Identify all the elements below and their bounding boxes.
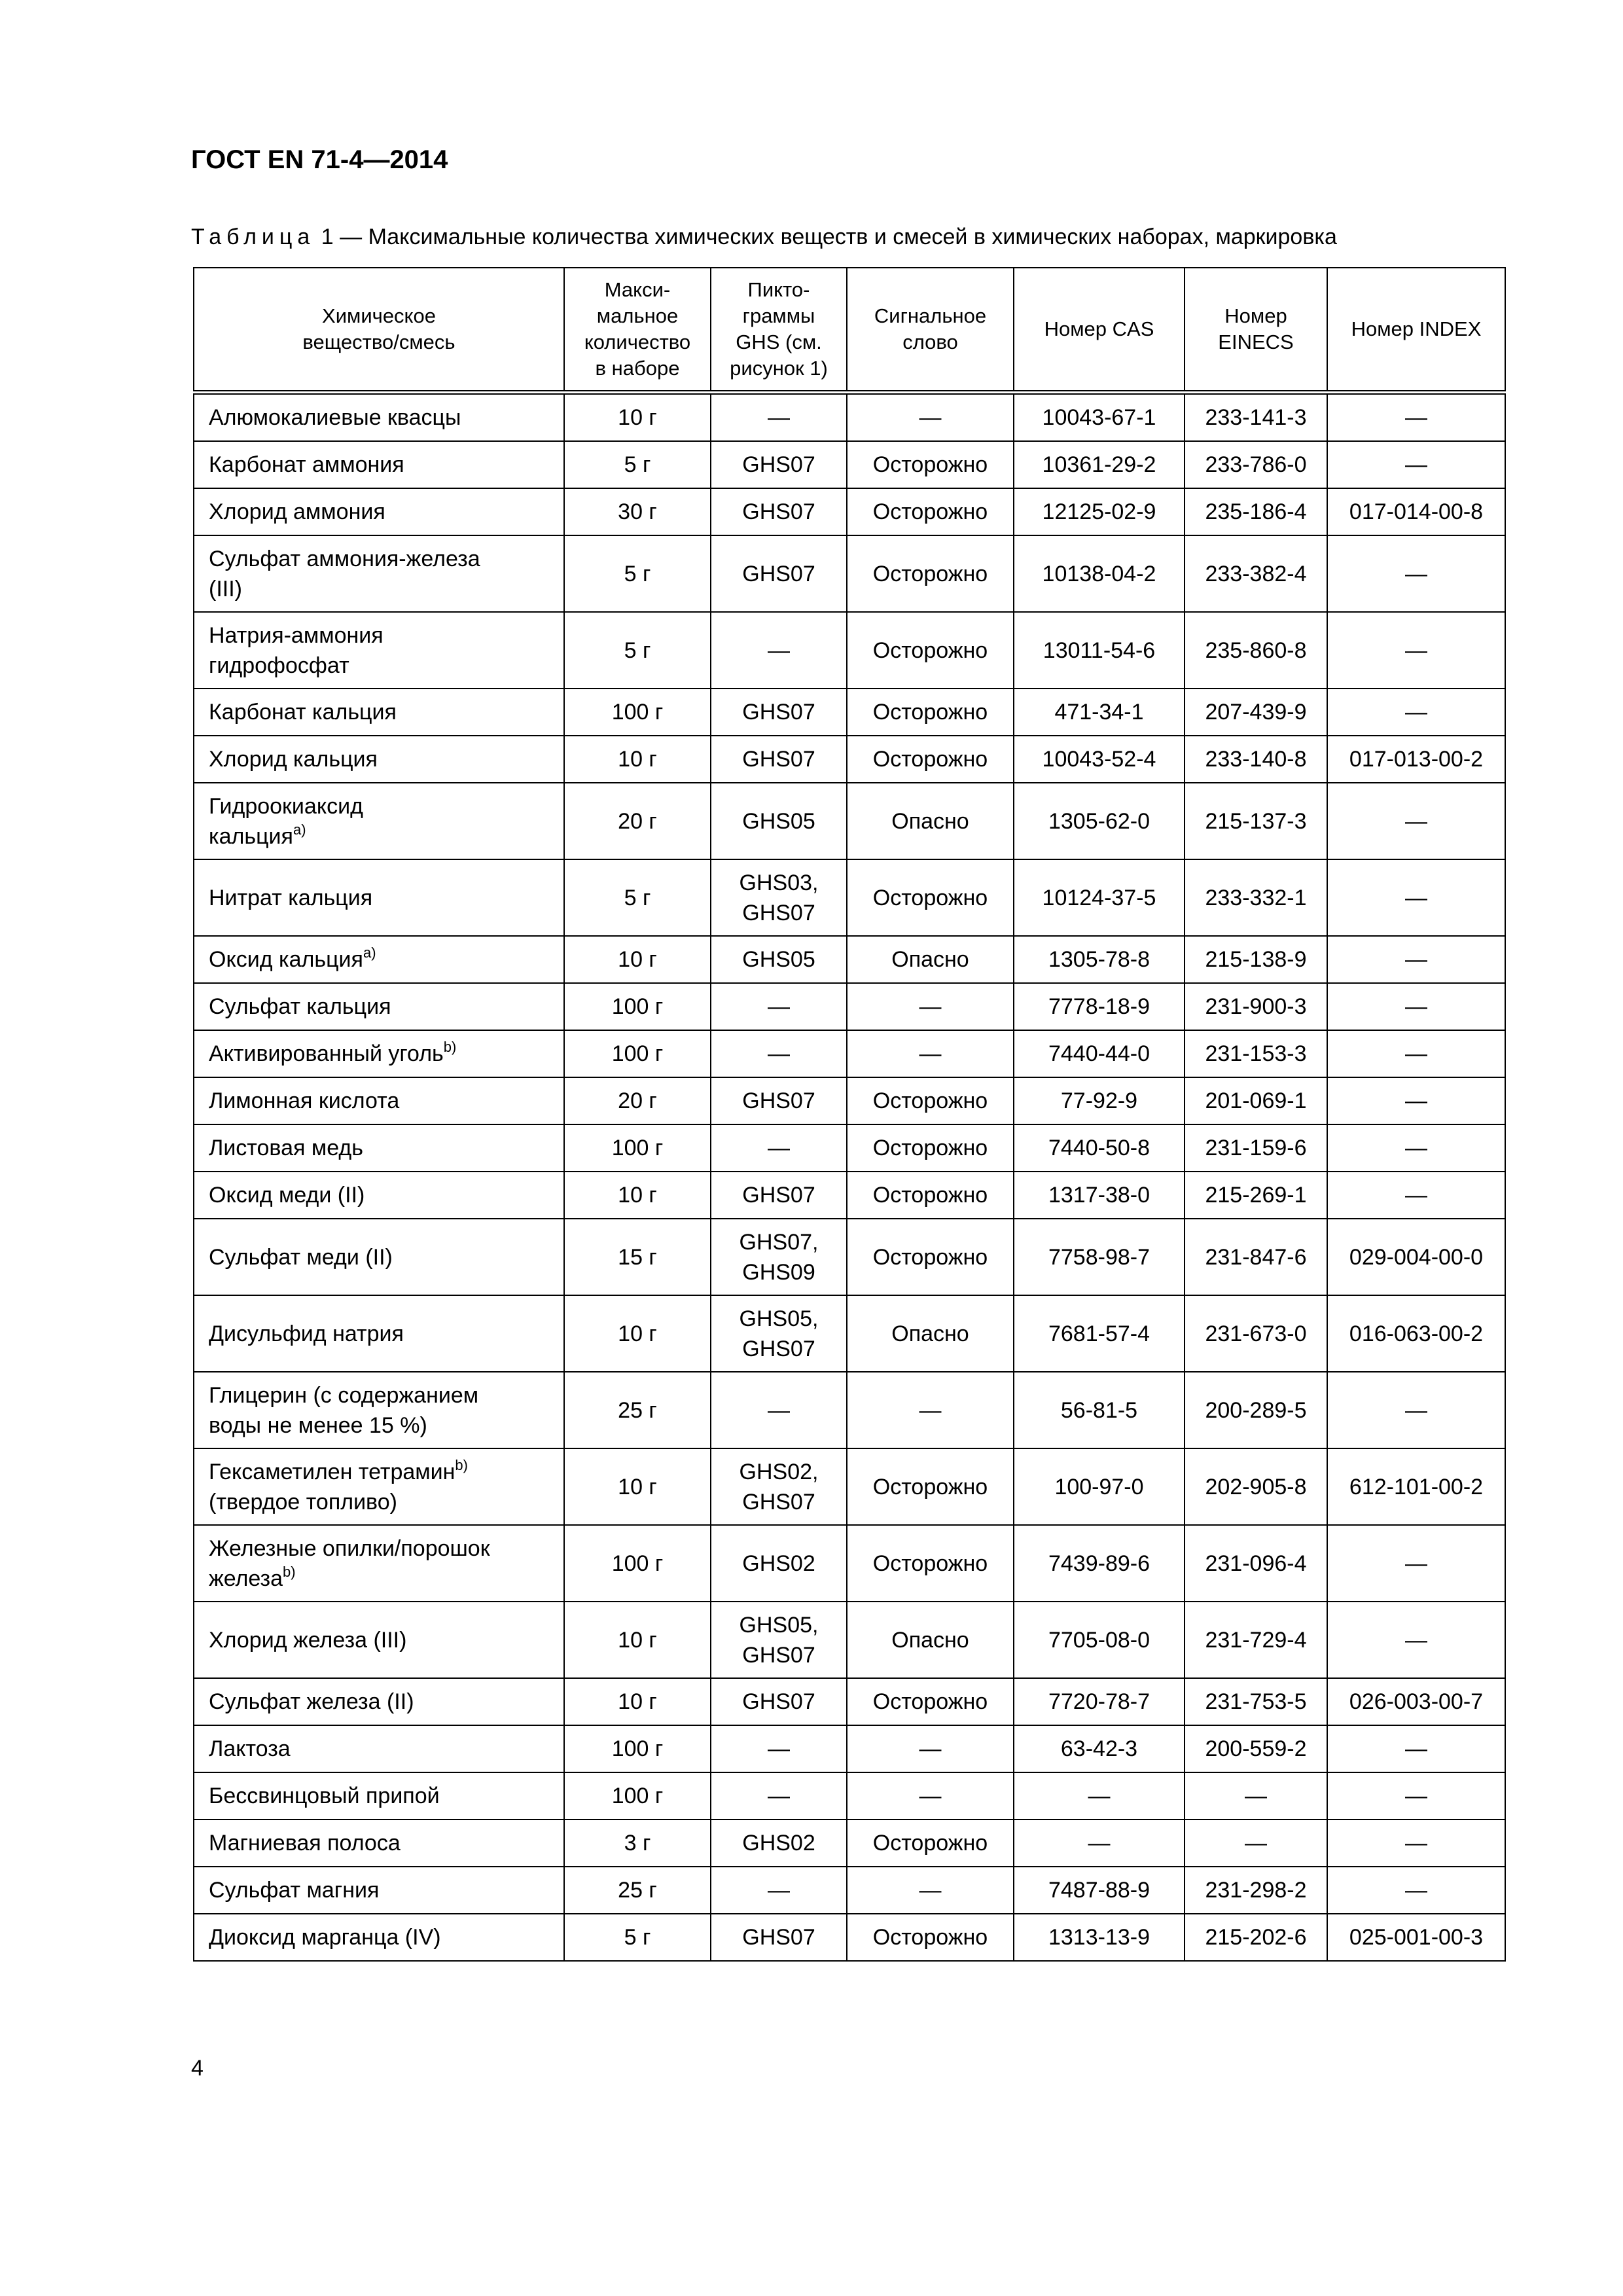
cell-index: — xyxy=(1327,1602,1505,1678)
header-substance: Химическое вещество/смесь xyxy=(194,268,564,393)
cell-quantity: 3 г xyxy=(564,1820,711,1867)
cell-signal-word: Осторожно xyxy=(847,859,1014,936)
cell-signal-word: — xyxy=(847,393,1014,442)
footnote-mark: a) xyxy=(363,944,376,961)
cell-index: 026-003-00-7 xyxy=(1327,1678,1505,1725)
cell-pictogram: GHS07 xyxy=(711,535,847,612)
cell-signal-word: — xyxy=(847,1725,1014,1772)
header-einecs: Номер EINECS xyxy=(1185,268,1327,393)
cell-pictogram: GHS07 xyxy=(711,488,847,535)
cell-einecs: 231-298-2 xyxy=(1185,1867,1327,1914)
cell-index: — xyxy=(1327,612,1505,689)
header-pictograms: Пикто- граммы GHS (см. рисунок 1) xyxy=(711,268,847,393)
header-max-quantity: Макси- мальное количество в наборе xyxy=(564,268,711,393)
cell-pictogram: GHS02 xyxy=(711,1525,847,1602)
cell-signal-word: Осторожно xyxy=(847,441,1014,488)
cell-cas: 7487-88-9 xyxy=(1014,1867,1185,1914)
table-row xyxy=(194,1820,1505,1867)
cell-signal-word: — xyxy=(847,1372,1014,1448)
table-row xyxy=(194,689,1505,736)
cell-einecs: 231-096-4 xyxy=(1185,1525,1327,1602)
cell-index: 029-004-00-0 xyxy=(1327,1219,1505,1295)
table-row xyxy=(194,1124,1505,1172)
cell-signal-word: Осторожно xyxy=(847,1219,1014,1295)
cell-einecs: 231-153-3 xyxy=(1185,1030,1327,1077)
cell-cas: 13011-54-6 xyxy=(1014,612,1185,689)
cell-cas: 7439-89-6 xyxy=(1014,1525,1185,1602)
cell-signal-word: Осторожно xyxy=(847,1448,1014,1525)
cell-cas: 7440-50-8 xyxy=(1014,1124,1185,1172)
cell-index: 025-001-00-3 xyxy=(1327,1914,1505,1961)
cell-pictogram: — xyxy=(711,612,847,689)
cell-signal-word: Осторожно xyxy=(847,1172,1014,1219)
table-row xyxy=(194,393,1505,442)
table-caption-label: Таблица xyxy=(191,224,315,249)
footnote-mark: b) xyxy=(283,1563,296,1580)
document-title: ГОСТ EN 71-4—2014 xyxy=(191,145,448,174)
cell-pictogram: GHS07 xyxy=(711,1914,847,1961)
cell-signal-word: Осторожно xyxy=(847,1525,1014,1602)
cell-cas: 10043-67-1 xyxy=(1014,393,1185,442)
cell-pictogram: — xyxy=(711,1030,847,1077)
cell-signal-word: Опасно xyxy=(847,783,1014,859)
cell-signal-word: Опасно xyxy=(847,936,1014,983)
cell-substance: Гексаметилен тетрамин$^{b)}$ (твердое топливо) xyxy=(194,1448,564,1525)
cell-cas: 77-92-9 xyxy=(1014,1077,1185,1124)
cell-index: — xyxy=(1327,393,1505,442)
cell-signal-word: Опасно xyxy=(847,1295,1014,1372)
cell-signal-word: Осторожно xyxy=(847,488,1014,535)
cell-substance: Алюмокалиевые квасцы xyxy=(194,393,564,442)
cell-index: — xyxy=(1327,1372,1505,1448)
table-row xyxy=(194,1867,1505,1914)
cell-quantity: 25 г xyxy=(564,1867,711,1914)
cell-pictogram: GHS07 xyxy=(711,689,847,736)
cell-einecs: — xyxy=(1185,1820,1327,1867)
cell-index: 016-063-00-2 xyxy=(1327,1295,1505,1372)
cell-quantity: 100 г xyxy=(564,1030,711,1077)
cell-pictogram: GHS02, GHS07 xyxy=(711,1448,847,1525)
cell-quantity: 5 г xyxy=(564,859,711,936)
cell-index: — xyxy=(1327,1172,1505,1219)
cell-substance: Сульфат железа (II) xyxy=(194,1678,564,1725)
table-row xyxy=(194,983,1505,1030)
cell-cas: 7720-78-7 xyxy=(1014,1678,1185,1725)
cell-pictogram: GHS05, GHS07 xyxy=(711,1295,847,1372)
cell-substance: Сульфат кальция xyxy=(194,983,564,1030)
cell-substance: Лимонная кислота xyxy=(194,1077,564,1124)
table-caption-text: — Максимальные количества химических веществ и смесей в химических наборах, маркировка xyxy=(340,224,1337,249)
cell-quantity: 5 г xyxy=(564,535,711,612)
table-row xyxy=(194,1602,1505,1678)
cell-index: — xyxy=(1327,1820,1505,1867)
cell-cas: 7440-44-0 xyxy=(1014,1030,1185,1077)
cell-quantity: 10 г xyxy=(564,1448,711,1525)
cell-substance: Гидроокиаксид кальция$^{a)}$ xyxy=(194,783,564,859)
cell-pictogram: GHS07, GHS09 xyxy=(711,1219,847,1295)
cell-cas: 100-97-0 xyxy=(1014,1448,1185,1525)
table-row xyxy=(194,535,1505,612)
cell-signal-word: Осторожно xyxy=(847,1678,1014,1725)
cell-cas: 7681-57-4 xyxy=(1014,1295,1185,1372)
table-row xyxy=(194,1914,1505,1961)
cell-index: — xyxy=(1327,783,1505,859)
footnote-mark: b) xyxy=(455,1456,468,1473)
cell-pictogram: GHS07 xyxy=(711,1172,847,1219)
table-header-row xyxy=(194,268,1505,393)
page-number: 4 xyxy=(191,2056,204,2081)
table-row xyxy=(194,1219,1505,1295)
cell-einecs: 215-137-3 xyxy=(1185,783,1327,859)
cell-einecs: 200-559-2 xyxy=(1185,1725,1327,1772)
cell-substance: Сульфат аммония-железа (III) xyxy=(194,535,564,612)
cell-index: — xyxy=(1327,535,1505,612)
cell-substance: Хлорид аммония xyxy=(194,488,564,535)
cell-einecs: 215-138-9 xyxy=(1185,936,1327,983)
table-row xyxy=(194,488,1505,535)
cell-index: — xyxy=(1327,1525,1505,1602)
cell-cas: 7705-08-0 xyxy=(1014,1602,1185,1678)
table-row xyxy=(194,1525,1505,1602)
cell-signal-word: Осторожно xyxy=(847,1914,1014,1961)
table-row xyxy=(194,441,1505,488)
cell-substance: Нитрат кальция xyxy=(194,859,564,936)
cell-quantity: 20 г xyxy=(564,783,711,859)
cell-substance: Карбонат кальция xyxy=(194,689,564,736)
cell-substance: Натрия-аммония гидрофосфат xyxy=(194,612,564,689)
cell-index: — xyxy=(1327,1124,1505,1172)
cell-signal-word: — xyxy=(847,1772,1014,1820)
cell-pictogram: GHS07 xyxy=(711,736,847,783)
cell-einecs: 215-202-6 xyxy=(1185,1914,1327,1961)
cell-cas: 471-34-1 xyxy=(1014,689,1185,736)
cell-einecs: 235-860-8 xyxy=(1185,612,1327,689)
cell-pictogram: — xyxy=(711,1124,847,1172)
cell-quantity: 15 г xyxy=(564,1219,711,1295)
cell-index: — xyxy=(1327,689,1505,736)
cell-einecs: 231-159-6 xyxy=(1185,1124,1327,1172)
cell-cas: 63-42-3 xyxy=(1014,1725,1185,1772)
cell-einecs: 202-905-8 xyxy=(1185,1448,1327,1525)
cell-cas: 1305-78-8 xyxy=(1014,936,1185,983)
cell-index: — xyxy=(1327,1030,1505,1077)
cell-quantity: 100 г xyxy=(564,689,711,736)
cell-substance: Оксид кальция$^{a)}$ xyxy=(194,936,564,983)
cell-signal-word: Осторожно xyxy=(847,1077,1014,1124)
cell-quantity: 10 г xyxy=(564,936,711,983)
cell-signal-word: Осторожно xyxy=(847,736,1014,783)
cell-substance: Бессвинцовый припой xyxy=(194,1772,564,1820)
cell-einecs: — xyxy=(1185,1772,1327,1820)
header-signal-word: Сигнальное слово xyxy=(847,268,1014,393)
cell-einecs: 233-332-1 xyxy=(1185,859,1327,936)
cell-quantity: 10 г xyxy=(564,1678,711,1725)
cell-einecs: 231-729-4 xyxy=(1185,1602,1327,1678)
cell-pictogram: GHS07 xyxy=(711,1678,847,1725)
cell-quantity: 5 г xyxy=(564,612,711,689)
cell-substance: Активированный уголь$^{b)}$ xyxy=(194,1030,564,1077)
cell-einecs: 235-186-4 xyxy=(1185,488,1327,535)
cell-substance: Лактоза xyxy=(194,1725,564,1772)
cell-signal-word: Осторожно xyxy=(847,612,1014,689)
footnote-mark: a) xyxy=(293,821,306,838)
cell-cas: 7758-98-7 xyxy=(1014,1219,1185,1295)
cell-signal-word: — xyxy=(847,1867,1014,1914)
cell-quantity: 30 г xyxy=(564,488,711,535)
cell-cas: 56-81-5 xyxy=(1014,1372,1185,1448)
cell-substance: Магниевая полоса xyxy=(194,1820,564,1867)
cell-pictogram: — xyxy=(711,1372,847,1448)
cell-einecs: 207-439-9 xyxy=(1185,689,1327,736)
cell-substance: Дисульфид натрия xyxy=(194,1295,564,1372)
cell-pictogram: — xyxy=(711,393,847,442)
cell-pictogram: GHS02 xyxy=(711,1820,847,1867)
cell-einecs: 233-382-4 xyxy=(1185,535,1327,612)
table-row xyxy=(194,1030,1505,1077)
cell-quantity: 5 г xyxy=(564,441,711,488)
cell-einecs: 200-289-5 xyxy=(1185,1372,1327,1448)
cell-quantity: 10 г xyxy=(564,736,711,783)
cell-cas: — xyxy=(1014,1820,1185,1867)
cell-index: 017-013-00-2 xyxy=(1327,736,1505,783)
cell-signal-word: Осторожно xyxy=(847,1820,1014,1867)
cell-signal-word: Опасно xyxy=(847,1602,1014,1678)
table-row xyxy=(194,1077,1505,1124)
cell-einecs: 231-673-0 xyxy=(1185,1295,1327,1372)
cell-pictogram: — xyxy=(711,1867,847,1914)
cell-signal-word: Осторожно xyxy=(847,1124,1014,1172)
cell-substance: Железные опилки/порошок железа$^{b)}$ xyxy=(194,1525,564,1602)
cell-signal-word: Осторожно xyxy=(847,689,1014,736)
header-index: Номер INDEX xyxy=(1327,268,1505,393)
table-row xyxy=(194,859,1505,936)
cell-cas: 1317-38-0 xyxy=(1014,1172,1185,1219)
cell-einecs: 233-786-0 xyxy=(1185,441,1327,488)
table-row xyxy=(194,936,1505,983)
cell-index: — xyxy=(1327,441,1505,488)
cell-substance: Оксид меди (II) xyxy=(194,1172,564,1219)
cell-signal-word: — xyxy=(847,1030,1014,1077)
table-row xyxy=(194,1678,1505,1725)
cell-quantity: 10 г xyxy=(564,1295,711,1372)
table-row xyxy=(194,1772,1505,1820)
cell-index: — xyxy=(1327,1725,1505,1772)
table-row xyxy=(194,1372,1505,1448)
cell-quantity: 100 г xyxy=(564,1525,711,1602)
cell-einecs: 231-900-3 xyxy=(1185,983,1327,1030)
cell-quantity: 25 г xyxy=(564,1372,711,1448)
cell-einecs: 231-847-6 xyxy=(1185,1219,1327,1295)
cell-cas: 1313-13-9 xyxy=(1014,1914,1185,1961)
cell-substance: Листовая медь xyxy=(194,1124,564,1172)
cell-quantity: 100 г xyxy=(564,1124,711,1172)
cell-einecs: 201-069-1 xyxy=(1185,1077,1327,1124)
cell-quantity: 100 г xyxy=(564,983,711,1030)
cell-substance: Сульфат меди (II) xyxy=(194,1219,564,1295)
table-row xyxy=(194,736,1505,783)
cell-index: — xyxy=(1327,936,1505,983)
table-caption xyxy=(191,224,1337,250)
footnote-mark: b) xyxy=(443,1039,457,1055)
cell-substance: Карбонат аммония xyxy=(194,441,564,488)
cell-pictogram: GHS05 xyxy=(711,936,847,983)
cell-index: — xyxy=(1327,983,1505,1030)
cell-pictogram: GHS05 xyxy=(711,783,847,859)
cell-quantity: 10 г xyxy=(564,393,711,442)
cell-pictogram: GHS07 xyxy=(711,1077,847,1124)
table-caption-number: 1 xyxy=(321,224,334,249)
table-row xyxy=(194,1725,1505,1772)
header-cas: Номер CAS xyxy=(1014,268,1185,393)
table-row xyxy=(194,1172,1505,1219)
table-row xyxy=(194,1295,1505,1372)
cell-signal-word: — xyxy=(847,983,1014,1030)
cell-index: — xyxy=(1327,1077,1505,1124)
cell-einecs: 233-141-3 xyxy=(1185,393,1327,442)
cell-quantity: 10 г xyxy=(564,1602,711,1678)
cell-index: — xyxy=(1327,1867,1505,1914)
cell-index: 612-101-00-2 xyxy=(1327,1448,1505,1525)
table-row xyxy=(194,1448,1505,1525)
chemicals-table xyxy=(193,267,1506,1962)
cell-cas: 10043-52-4 xyxy=(1014,736,1185,783)
cell-index: 017-014-00-8 xyxy=(1327,488,1505,535)
cell-substance: Хлорид кальция xyxy=(194,736,564,783)
cell-cas: 10124-37-5 xyxy=(1014,859,1185,936)
cell-signal-word: Осторожно xyxy=(847,535,1014,612)
cell-cas: 12125-02-9 xyxy=(1014,488,1185,535)
cell-pictogram: GHS05, GHS07 xyxy=(711,1602,847,1678)
cell-substance: Хлорид железа (III) xyxy=(194,1602,564,1678)
cell-pictogram: GHS07 xyxy=(711,441,847,488)
cell-cas: 10138-04-2 xyxy=(1014,535,1185,612)
cell-pictogram: — xyxy=(711,1725,847,1772)
cell-substance: Сульфат магния xyxy=(194,1867,564,1914)
cell-einecs: 233-140-8 xyxy=(1185,736,1327,783)
cell-pictogram: — xyxy=(711,1772,847,1820)
cell-index: — xyxy=(1327,1772,1505,1820)
cell-quantity: 20 г xyxy=(564,1077,711,1124)
cell-quantity: 5 г xyxy=(564,1914,711,1961)
cell-pictogram: — xyxy=(711,983,847,1030)
cell-pictogram: GHS03, GHS07 xyxy=(711,859,847,936)
cell-cas: 1305-62-0 xyxy=(1014,783,1185,859)
cell-substance: Диоксид марганца (IV) xyxy=(194,1914,564,1961)
cell-quantity: 100 г xyxy=(564,1725,711,1772)
table-row xyxy=(194,612,1505,689)
cell-quantity: 100 г xyxy=(564,1772,711,1820)
cell-index: — xyxy=(1327,859,1505,936)
cell-cas: — xyxy=(1014,1772,1185,1820)
cell-cas: 10361-29-2 xyxy=(1014,441,1185,488)
cell-quantity: 10 г xyxy=(564,1172,711,1219)
cell-einecs: 231-753-5 xyxy=(1185,1678,1327,1725)
cell-cas: 7778-18-9 xyxy=(1014,983,1185,1030)
cell-einecs: 215-269-1 xyxy=(1185,1172,1327,1219)
table-row xyxy=(194,783,1505,859)
cell-substance: Глицерин (с содержанием воды не менее 15 %) xyxy=(194,1372,564,1448)
